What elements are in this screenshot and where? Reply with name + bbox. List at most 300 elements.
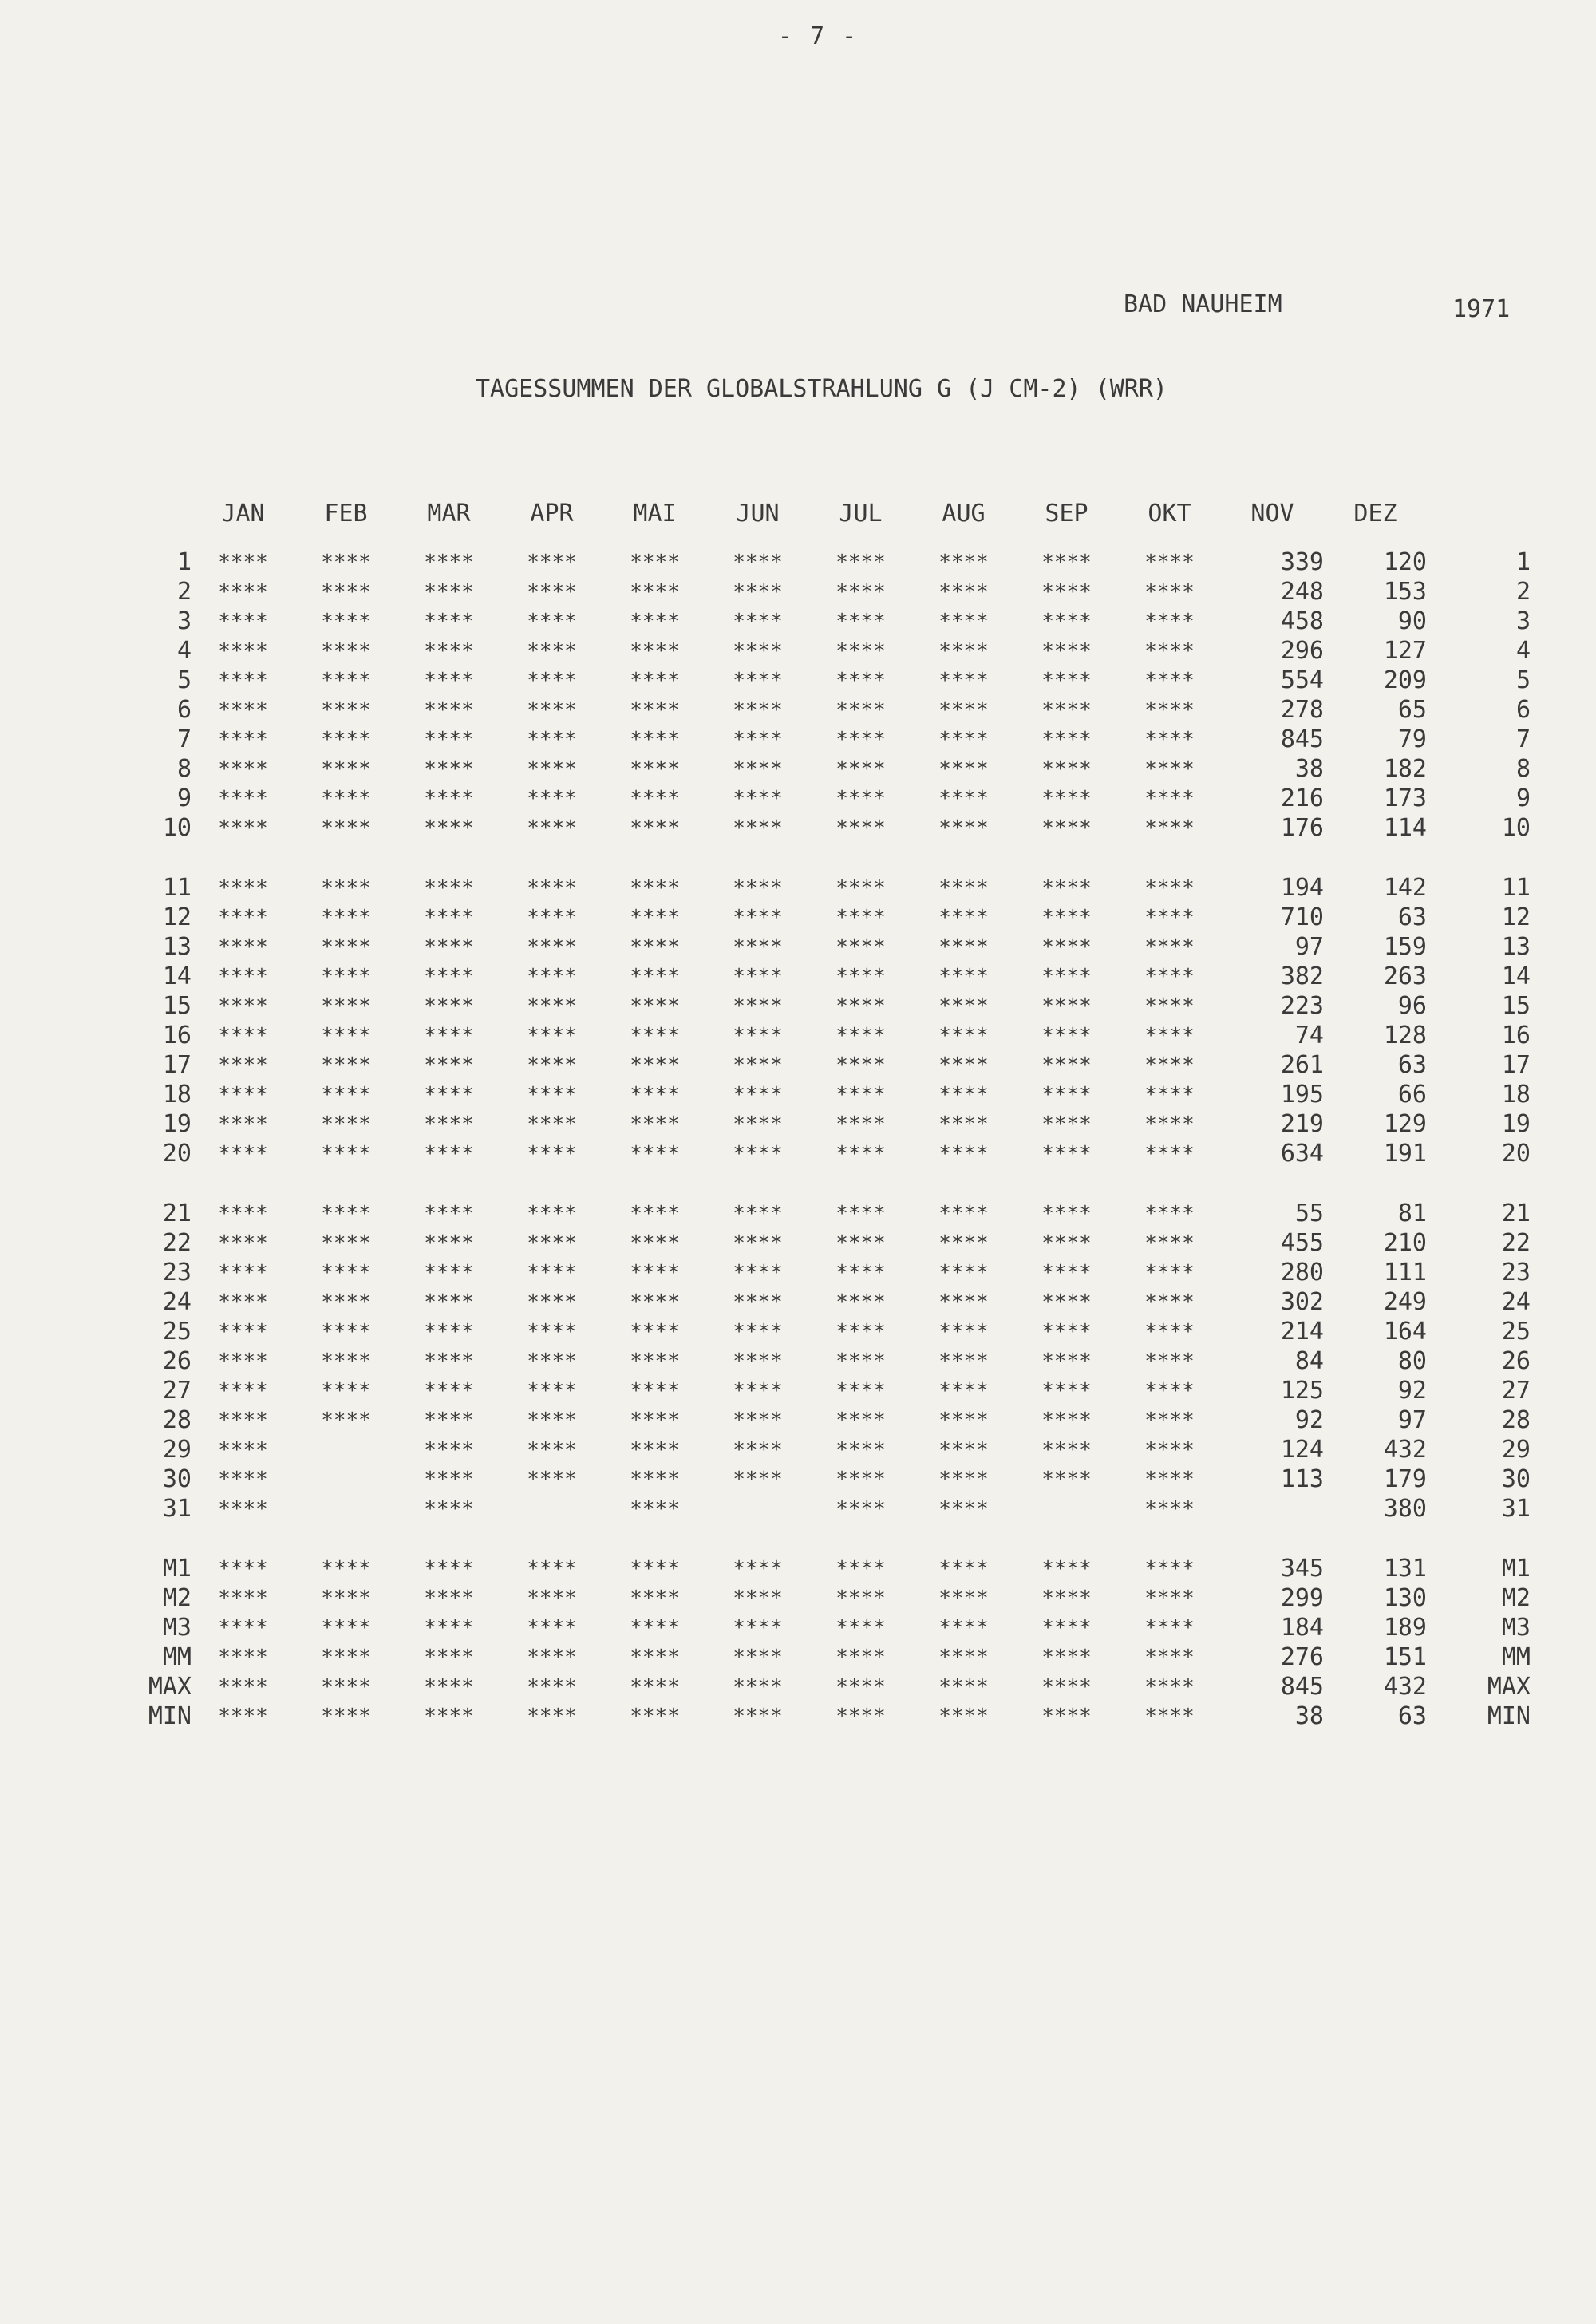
missing-value: **** (630, 935, 680, 959)
missing-value: **** (1144, 1704, 1195, 1729)
missing-value: **** (1041, 875, 1092, 900)
missing-value: **** (630, 1112, 680, 1136)
row-label: MAX (148, 1673, 192, 1701)
missing-value: **** (1041, 1645, 1092, 1670)
missing-value: **** (527, 1141, 577, 1166)
value-dez: 209 (1383, 666, 1427, 694)
value-dez: 130 (1383, 1584, 1427, 1612)
missing-value: **** (218, 1704, 268, 1729)
missing-value: **** (733, 1319, 783, 1344)
row-label-right: 5 (1515, 666, 1531, 694)
month-header: APR (530, 499, 574, 528)
missing-value: **** (733, 905, 783, 930)
row-label: MIN (148, 1702, 192, 1730)
missing-value: **** (938, 1378, 989, 1403)
missing-value: **** (733, 579, 783, 604)
table-row (112, 1021, 1531, 1050)
row-label: 14 (162, 962, 192, 990)
missing-value: **** (630, 875, 680, 900)
row-label: 24 (162, 1288, 192, 1316)
missing-value: **** (424, 1319, 474, 1344)
missing-value: **** (527, 1231, 577, 1255)
month-header: NOV (1250, 499, 1294, 528)
value-dez: 191 (1383, 1140, 1427, 1168)
missing-value: **** (424, 1586, 474, 1611)
row-label: 29 (162, 1436, 192, 1464)
missing-value: **** (424, 1556, 474, 1581)
missing-value: **** (1041, 698, 1092, 722)
missing-value: **** (424, 1231, 474, 1255)
row-label-right: 14 (1501, 962, 1531, 990)
missing-value: **** (1041, 1467, 1092, 1492)
missing-value: **** (938, 757, 989, 781)
missing-value: **** (527, 1319, 577, 1344)
missing-value: **** (1144, 727, 1195, 752)
row-label-right: 3 (1515, 607, 1531, 635)
row-label: 30 (162, 1465, 192, 1493)
table-row (112, 1080, 1531, 1109)
table-row (112, 1583, 1531, 1613)
missing-value: **** (527, 609, 577, 634)
row-label: 5 (176, 666, 192, 694)
missing-value: **** (630, 1231, 680, 1255)
row-label-right: 26 (1501, 1347, 1531, 1375)
missing-value: **** (938, 1112, 989, 1136)
missing-value: **** (424, 935, 474, 959)
missing-value: **** (321, 1349, 371, 1373)
missing-value: **** (836, 1319, 886, 1344)
missing-value: **** (1144, 1378, 1195, 1403)
value-nov: 845 (1280, 1673, 1324, 1701)
month-header: AUG (942, 499, 986, 528)
table-row (112, 813, 1531, 843)
missing-value: **** (424, 698, 474, 722)
value-nov: 92 (1294, 1406, 1324, 1434)
missing-value: **** (527, 905, 577, 930)
missing-value: **** (938, 1408, 989, 1433)
missing-value: **** (836, 727, 886, 752)
missing-value: **** (218, 668, 268, 693)
month-header: DEZ (1353, 499, 1397, 528)
missing-value: **** (321, 1082, 371, 1107)
missing-value: **** (321, 1408, 371, 1433)
value-nov: 216 (1280, 785, 1324, 812)
missing-value: **** (1041, 1615, 1092, 1640)
missing-value: **** (938, 727, 989, 752)
missing-value: **** (1144, 698, 1195, 722)
missing-value: **** (424, 727, 474, 752)
missing-value: **** (836, 1023, 886, 1048)
row-label: 23 (162, 1259, 192, 1286)
missing-value: **** (1041, 550, 1092, 575)
missing-value: **** (321, 1231, 371, 1255)
missing-value: **** (836, 875, 886, 900)
missing-value: **** (836, 1408, 886, 1433)
missing-value: **** (1041, 905, 1092, 930)
missing-value: **** (630, 698, 680, 722)
missing-value: **** (218, 816, 268, 840)
missing-value: **** (733, 1201, 783, 1226)
missing-value: **** (938, 668, 989, 693)
missing-value: **** (1041, 1349, 1092, 1373)
month-header: JAN (221, 499, 265, 528)
table-row (112, 1109, 1531, 1139)
table-row (112, 1317, 1531, 1346)
missing-value: **** (1041, 786, 1092, 811)
missing-value: **** (527, 1408, 577, 1433)
missing-value: **** (630, 816, 680, 840)
missing-value: **** (1144, 579, 1195, 604)
missing-value: **** (938, 1231, 989, 1255)
missing-value: **** (1144, 1615, 1195, 1640)
missing-value: **** (733, 1674, 783, 1699)
value-dez: 173 (1383, 785, 1427, 812)
missing-value: **** (836, 1615, 886, 1640)
missing-value: **** (733, 1231, 783, 1255)
missing-value: **** (321, 757, 371, 781)
missing-value: **** (1144, 668, 1195, 693)
missing-value: **** (527, 638, 577, 663)
missing-value: **** (630, 1467, 680, 1492)
missing-value: **** (1041, 609, 1092, 634)
row-label: 27 (162, 1377, 192, 1405)
value-nov: 261 (1280, 1051, 1324, 1079)
missing-value: **** (630, 668, 680, 693)
row-label-right: 11 (1501, 874, 1531, 902)
row-label: 25 (162, 1318, 192, 1346)
missing-value: **** (321, 964, 371, 989)
value-nov: 223 (1280, 992, 1324, 1020)
missing-value: **** (527, 1437, 577, 1462)
table-row (112, 754, 1531, 784)
table-row (112, 1258, 1531, 1287)
missing-value: **** (938, 1023, 989, 1048)
missing-value: **** (424, 1704, 474, 1729)
row-label-right: MM (1501, 1643, 1531, 1671)
value-nov: 458 (1280, 607, 1324, 635)
table-row (112, 1376, 1531, 1405)
missing-value: **** (527, 1378, 577, 1403)
missing-value: **** (527, 1112, 577, 1136)
missing-value: **** (733, 964, 783, 989)
missing-value: **** (527, 1082, 577, 1107)
block-spacer (112, 1524, 1531, 1554)
row-label: 7 (176, 725, 192, 753)
missing-value: **** (1041, 1231, 1092, 1255)
missing-value: **** (424, 1201, 474, 1226)
missing-value: **** (218, 1053, 268, 1077)
missing-value: **** (527, 786, 577, 811)
missing-value: **** (1144, 1349, 1195, 1373)
missing-value: **** (1041, 1201, 1092, 1226)
row-label-right: 1 (1515, 548, 1531, 576)
missing-value: **** (218, 698, 268, 722)
missing-value: **** (733, 1053, 783, 1077)
missing-value: **** (938, 994, 989, 1018)
value-nov (1221, 1494, 1324, 1524)
month-header: FEB (324, 499, 368, 528)
missing-value: **** (218, 1586, 268, 1611)
missing-value: **** (836, 1467, 886, 1492)
missing-value: **** (527, 668, 577, 693)
table-row (112, 636, 1531, 666)
row-label: M1 (162, 1555, 192, 1583)
row-label-right: 22 (1501, 1229, 1531, 1257)
table-row (112, 1702, 1531, 1731)
row-label-right: 21 (1501, 1200, 1531, 1227)
missing-value: **** (218, 609, 268, 634)
table-row (112, 784, 1531, 813)
value-dez: 210 (1383, 1229, 1427, 1257)
missing-value: **** (1144, 875, 1195, 900)
missing-value: **** (630, 1437, 680, 1462)
row-label-right: 15 (1501, 992, 1531, 1020)
value-dez: 179 (1383, 1465, 1427, 1493)
missing-value: **** (630, 786, 680, 811)
missing-value: **** (424, 1645, 474, 1670)
value-nov: 554 (1280, 666, 1324, 694)
value-dez: 151 (1383, 1643, 1427, 1671)
value-nov: 382 (1280, 962, 1324, 990)
value-dez: 80 (1397, 1347, 1427, 1375)
radiation-table (112, 479, 1531, 1731)
missing-value: **** (321, 905, 371, 930)
row-label: 31 (162, 1495, 192, 1523)
value-nov: 176 (1280, 814, 1324, 842)
missing-value: **** (218, 935, 268, 959)
table-row (112, 1228, 1531, 1258)
missing-value: **** (321, 1141, 371, 1166)
missing-value: **** (1144, 1556, 1195, 1581)
value-dez: 249 (1383, 1288, 1427, 1316)
table-row (112, 1464, 1531, 1494)
missing-value: **** (836, 579, 886, 604)
missing-value: **** (630, 1053, 680, 1077)
row-label-right: 28 (1501, 1406, 1531, 1434)
row-label: 6 (176, 696, 192, 724)
missing-value: **** (938, 816, 989, 840)
missing-value: **** (1144, 1408, 1195, 1433)
table-row (112, 695, 1531, 725)
missing-value: **** (938, 579, 989, 604)
table-row (112, 1613, 1531, 1642)
missing-value: **** (630, 1319, 680, 1344)
missing-value: **** (1144, 1290, 1195, 1314)
missing-value: **** (836, 638, 886, 663)
row-label-right: 27 (1501, 1377, 1531, 1405)
missing-value: **** (938, 935, 989, 959)
value-nov: 113 (1280, 1465, 1324, 1493)
missing-value: **** (1041, 816, 1092, 840)
missing-value: **** (218, 964, 268, 989)
missing-value: **** (1041, 1586, 1092, 1611)
missing-value: **** (733, 1704, 783, 1729)
missing-value: **** (938, 1082, 989, 1107)
missing-value: **** (1144, 1674, 1195, 1699)
row-label-right: 20 (1501, 1140, 1531, 1168)
row-label: 17 (162, 1051, 192, 1079)
missing-value: **** (836, 1556, 886, 1581)
missing-value: **** (630, 1141, 680, 1166)
missing-value: **** (321, 786, 371, 811)
missing-value: **** (218, 1408, 268, 1433)
missing-value: **** (218, 727, 268, 752)
missing-value: **** (424, 638, 474, 663)
value-dez: 63 (1397, 1051, 1427, 1079)
table-row (112, 1642, 1531, 1672)
missing-value: **** (836, 1290, 886, 1314)
missing-value: **** (321, 1615, 371, 1640)
value-dez: 63 (1397, 1702, 1427, 1730)
missing-value: **** (1144, 550, 1195, 575)
missing-value: **** (218, 786, 268, 811)
missing-value: **** (424, 579, 474, 604)
missing-value: **** (630, 1704, 680, 1729)
month-header: OKT (1148, 499, 1191, 528)
missing-value: **** (1041, 579, 1092, 604)
missing-value: **** (527, 994, 577, 1018)
missing-value: **** (218, 1231, 268, 1255)
row-label: 16 (162, 1022, 192, 1049)
value-dez: 164 (1383, 1318, 1427, 1346)
missing-value: **** (1144, 1467, 1195, 1492)
value-dez: 114 (1383, 814, 1427, 842)
missing-value: **** (733, 1141, 783, 1166)
table-row (112, 932, 1531, 962)
missing-value: **** (836, 1645, 886, 1670)
missing-value: **** (630, 1556, 680, 1581)
row-label-right: 16 (1501, 1022, 1531, 1049)
missing-value: **** (1041, 1023, 1092, 1048)
table-row (112, 607, 1531, 636)
value-dez: 111 (1383, 1259, 1427, 1286)
missing-value: **** (836, 1082, 886, 1107)
row-label-right: 12 (1501, 903, 1531, 931)
missing-value: **** (321, 1112, 371, 1136)
missing-value: **** (527, 1704, 577, 1729)
value-nov: 195 (1280, 1081, 1324, 1109)
missing-value: **** (836, 994, 886, 1018)
missing-value: **** (218, 1112, 268, 1136)
value-nov: 194 (1280, 874, 1324, 902)
missing-value: **** (1144, 1082, 1195, 1107)
table-row (112, 1139, 1531, 1168)
missing-value: **** (836, 1586, 886, 1611)
missing-value: **** (733, 1408, 783, 1433)
missing-value: **** (630, 1349, 680, 1373)
empty-cell (294, 1494, 397, 1524)
missing-value: **** (321, 1645, 371, 1670)
value-nov: 280 (1280, 1259, 1324, 1286)
missing-value: **** (1144, 638, 1195, 663)
row-label: 19 (162, 1110, 192, 1138)
row-label: 3 (176, 607, 192, 635)
missing-value: **** (836, 1112, 886, 1136)
missing-value: **** (938, 1201, 989, 1226)
row-label-right: 6 (1515, 696, 1531, 724)
row-label: 9 (176, 785, 192, 812)
missing-value: **** (1041, 638, 1092, 663)
missing-value: **** (1144, 1496, 1195, 1521)
missing-value: **** (1041, 994, 1092, 1018)
value-nov: 124 (1280, 1436, 1324, 1464)
missing-value: **** (424, 1112, 474, 1136)
missing-value: **** (527, 579, 577, 604)
missing-value: **** (218, 905, 268, 930)
missing-value: **** (938, 786, 989, 811)
missing-value: **** (938, 1496, 989, 1521)
missing-value: **** (527, 698, 577, 722)
missing-value: **** (527, 727, 577, 752)
missing-value: **** (938, 905, 989, 930)
row-label-right: 9 (1515, 785, 1531, 812)
missing-value: **** (424, 1141, 474, 1166)
missing-value: **** (424, 1674, 474, 1699)
value-nov: 125 (1280, 1377, 1324, 1405)
missing-value: **** (938, 550, 989, 575)
row-label-right: 31 (1501, 1495, 1531, 1523)
value-dez: 182 (1383, 755, 1427, 783)
missing-value: **** (1041, 964, 1092, 989)
missing-value: **** (424, 1053, 474, 1077)
missing-value: **** (218, 994, 268, 1018)
missing-value: **** (1041, 1112, 1092, 1136)
missing-value: **** (630, 1378, 680, 1403)
missing-value: **** (836, 668, 886, 693)
value-nov: 55 (1294, 1200, 1324, 1227)
value-dez: 97 (1397, 1406, 1427, 1434)
value-dez: 63 (1397, 903, 1427, 931)
missing-value: **** (733, 875, 783, 900)
missing-value: **** (1144, 1645, 1195, 1670)
missing-value: **** (733, 727, 783, 752)
missing-value: **** (1041, 727, 1092, 752)
row-label-right: 4 (1515, 637, 1531, 665)
table-row (112, 1287, 1531, 1317)
value-nov: 278 (1280, 696, 1324, 724)
missing-value: **** (938, 1053, 989, 1077)
missing-value: **** (424, 1023, 474, 1048)
missing-value: **** (1041, 1704, 1092, 1729)
missing-value: **** (938, 875, 989, 900)
missing-value: **** (1041, 1260, 1092, 1285)
missing-value: **** (836, 1704, 886, 1729)
row-label-right: M2 (1501, 1584, 1531, 1612)
missing-value: **** (218, 1290, 268, 1314)
missing-value: **** (218, 638, 268, 663)
row-label: 22 (162, 1229, 192, 1257)
table-row (112, 962, 1531, 991)
missing-value: **** (733, 1586, 783, 1611)
missing-value: **** (938, 1349, 989, 1373)
value-nov: 299 (1280, 1584, 1324, 1612)
value-dez: 432 (1383, 1673, 1427, 1701)
value-nov: 74 (1294, 1022, 1324, 1049)
missing-value: **** (424, 1290, 474, 1314)
missing-value: **** (938, 1467, 989, 1492)
missing-value: **** (836, 935, 886, 959)
row-label: MM (162, 1643, 192, 1671)
row-label-right: MIN (1487, 1702, 1531, 1730)
missing-value: **** (424, 1082, 474, 1107)
value-nov: 845 (1280, 725, 1324, 753)
missing-value: **** (630, 1290, 680, 1314)
missing-value: **** (733, 698, 783, 722)
missing-value: **** (733, 786, 783, 811)
value-dez: 380 (1383, 1495, 1427, 1523)
missing-value: **** (218, 1556, 268, 1581)
value-nov: 276 (1280, 1643, 1324, 1671)
